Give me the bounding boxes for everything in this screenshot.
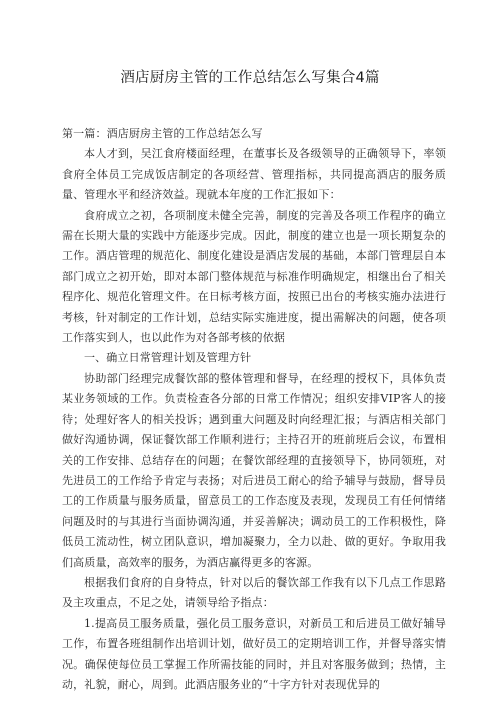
paragraph: 根据我们食府的自身特点，针对以后的餐饮部工作我有以下几点工作思路及主攻重点，不足之处，请领导给予指点： xyxy=(62,575,446,610)
paragraph: 协助部门经理完成餐饮部的整体管理和督导，在经理的授权下，具体负责某业务领域的工作。负责检查各分部的日常工作情况；组织安排VIP客人的接待；处理好客人的相关投诉；遇到重大问题及时向经理汇报；与酒店相关部门做好沟通协调，保证餐饮部工作顺利进行；主持召开的班前班后会议，布置相关的工作安排、总结存在的问题；在餐饮部经理的直接领导下，协同领班，对先进员工的工作给予肯定与表扬；对后进员工耐心的给予辅导与鼓励，督导员工的工作质量与服务质量，留意员工的工作态度及表现，发现员工有任何情绪问题及时的与其进行当面协调沟通，并妥善解决；调动员工的工作积极性，降低员工流动性，树立团队意识，增加凝聚力，全力以赴、做的更好。争取用我们高质量，高效率的服务，为酒店赢得更多的客源。 xyxy=(62,371,446,569)
document-body xyxy=(62,124,446,695)
paragraph: 食府成立之初，各项制度未健全完善，制度的完善及各项工作程序的确立需在长期大量的实践中方能逐步完成。因此，制度的建立也是一项长期复杂的工作。酒店管理的规范化、制度化建设是酒店发展的基础，本部门管理层自本部门成立之初开始，即对本部门整体规范与标准作明确规定，相继出台了相关程序化、规范化管理文件。在日标考核方面，按照已出台的考核实施办法进行考核，针对制定的工作计划，总结实际实施进度，提出需解决的问题，使各项工作落实到人，也以此作为对各部考核的依据 xyxy=(62,208,446,345)
paragraph: 本人才到，吴江食府楼面经理，在董事长及各级领导的正确领导下，率领食府全体员工完成饭店制定的各项经营、管理指标，共同提高酒店的服务质量、管理水平和经济效益。现就本年度的工作汇报如下： xyxy=(62,147,446,202)
document-title: 酒店厨房主管的工作总结怎么写集合4篇 xyxy=(120,70,380,86)
section-heading: 第一篇：酒店厨房主管的工作总结怎么写 xyxy=(62,127,263,140)
paragraph: 1.提高员工服务质量，强化员工服务意识，对新员工和后进员工做好辅导工作，布置各班组制作出培训计划，做好员工的定期培训工作，并督导落实情况。确保使每位员工掌握工作所需技能的同时，并且对客服务做到；热情，主动，礼貌，耐心，周到。此酒店服务业的“十字方针对表现优异的 xyxy=(62,616,446,691)
subheading: 一、确立日常管理计划及管理方针 xyxy=(84,351,252,365)
